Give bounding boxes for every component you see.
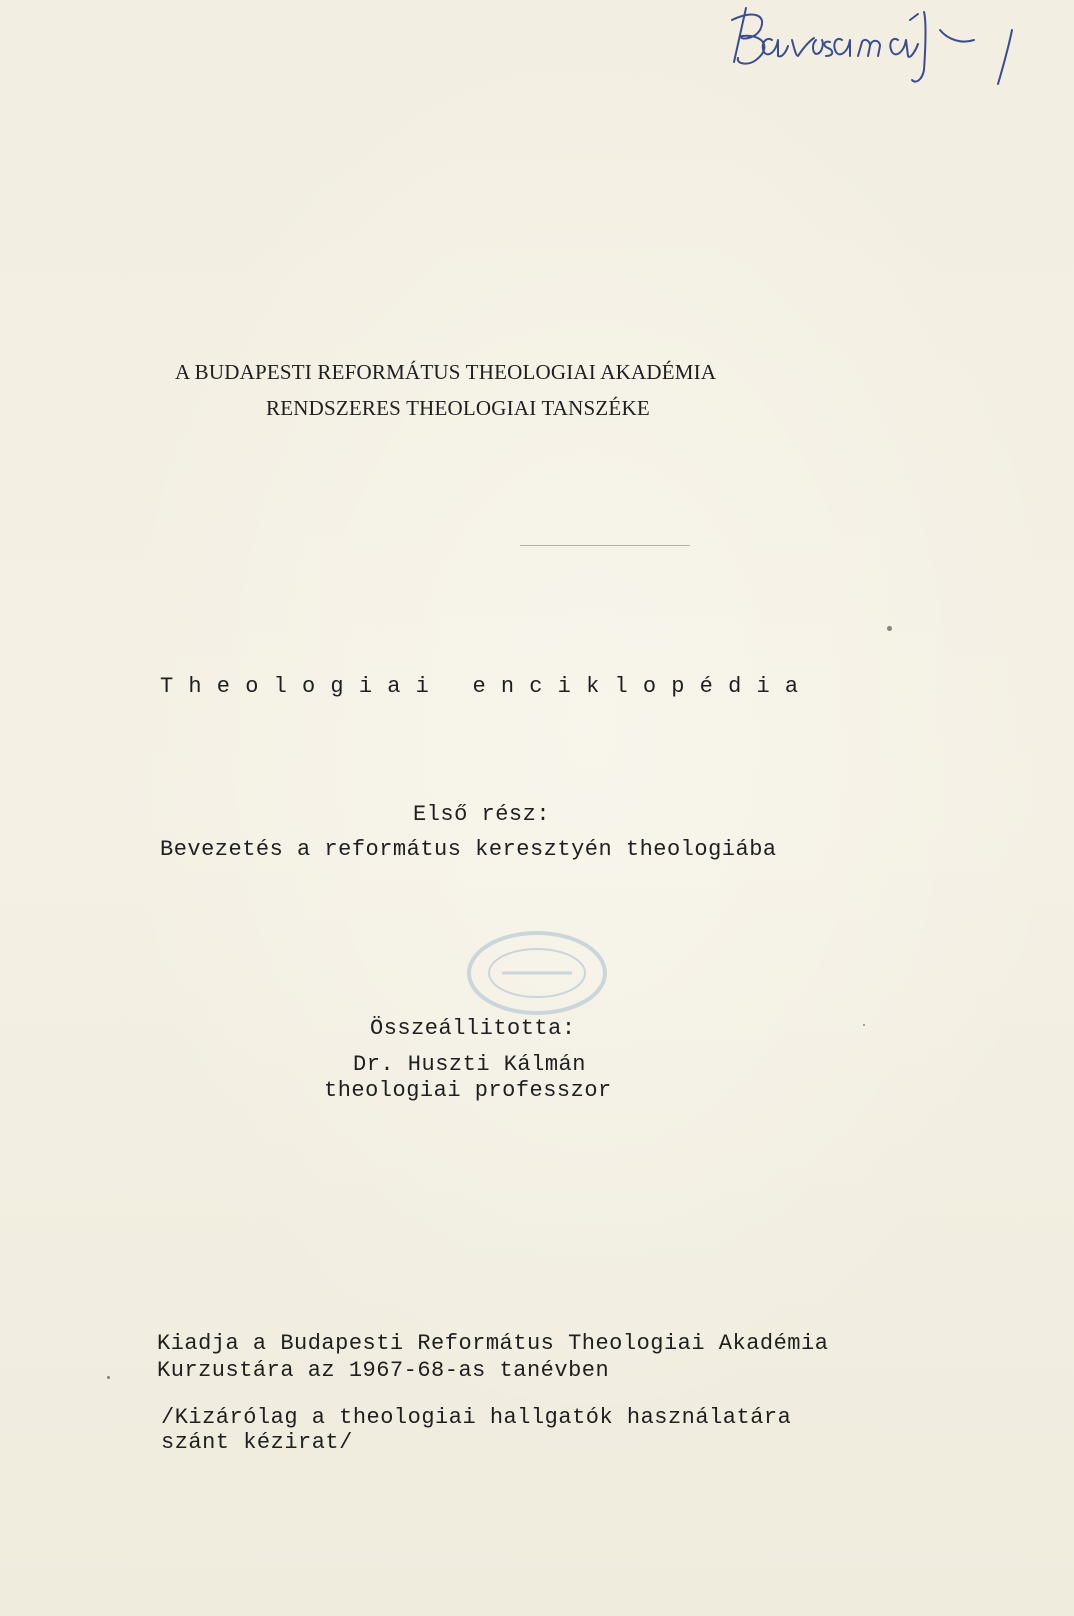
document-title: T h e o l o g i a i e n c i k l o p é d i a: [160, 674, 800, 699]
paper-speck: [887, 626, 892, 631]
faded-library-stamp: [462, 925, 612, 1020]
institution-line-1: A BUDAPESTI REFORMÁTUS THEOLOGIAI AKADÉMIA: [175, 360, 717, 384]
divider-line: [520, 545, 690, 546]
paper-speck: [863, 1024, 865, 1026]
author-role: theologiai professzor: [324, 1078, 612, 1103]
publisher-line-1: Kiadja a Budapesti Református Theologiai Akadémia: [157, 1331, 829, 1356]
note-line-2: szánt kézirat/: [161, 1430, 353, 1455]
publisher-line-2: Kurzustára az 1967-68-as tanévben: [157, 1358, 610, 1383]
part-title: Bevezetés a református keresztyén theologiába: [160, 837, 777, 862]
handwritten-signature: [712, 0, 1042, 90]
part-label: Első rész:: [413, 802, 551, 827]
author-name: Dr. Huszti Kálmán: [353, 1052, 586, 1077]
paper-speck: [107, 1376, 110, 1379]
compiled-by-label: Összeállitotta:: [370, 1016, 576, 1041]
note-line-1: /Kizárólag a theologiai hallgatók használatára: [161, 1405, 792, 1430]
institution-line-2: RENDSZERES THEOLOGIAI TANSZÉKE: [266, 396, 650, 420]
